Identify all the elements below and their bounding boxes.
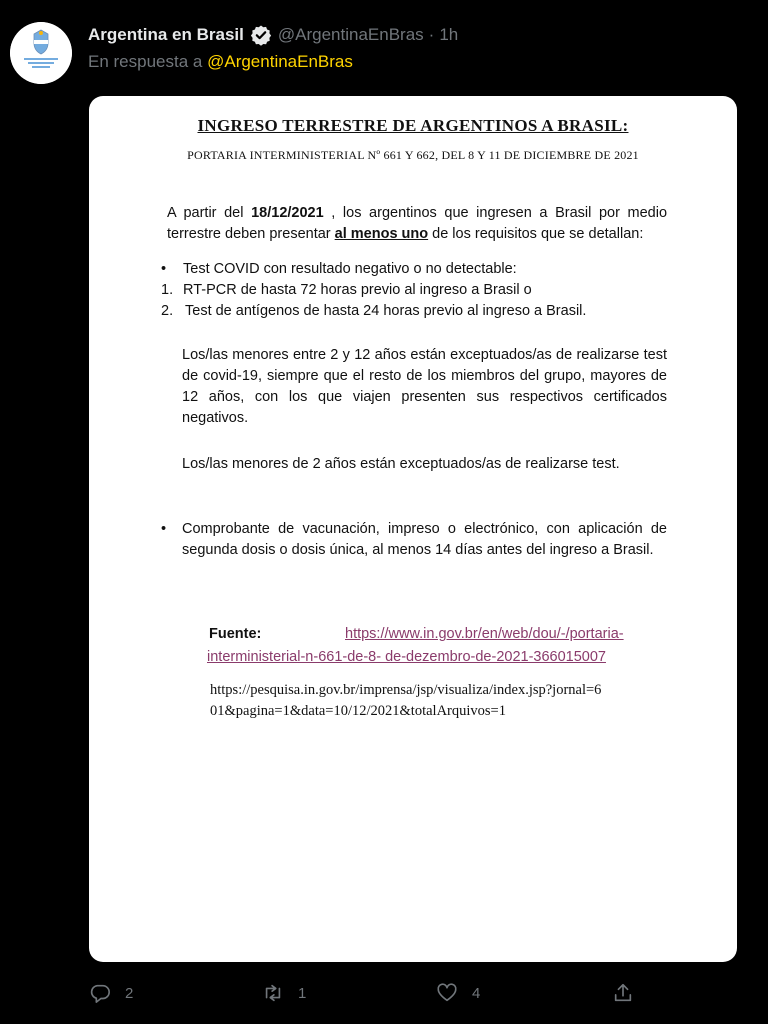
reply-context: [88, 52, 353, 72]
intro-line-1: [167, 203, 667, 224]
source-label: Fuente:: [209, 626, 262, 642]
like-icon: [436, 982, 458, 1004]
attached-image[interactable]: [89, 96, 737, 962]
verified-badge-icon: [250, 24, 272, 46]
intro-emphasis: al menos uno: [334, 226, 429, 242]
intro-line-2: [167, 224, 667, 245]
intro-part-3: terrestre deben presentar: [167, 226, 335, 242]
intro-paragraph: [167, 203, 667, 245]
covid-requirement: Test COVID con resultado negativo o no detectable:: [183, 261, 517, 277]
bullet: •: [161, 261, 167, 277]
intro-part-4: de los requisitos que se detallan:: [428, 226, 644, 242]
intro-part-2: , los argentinos que ingresen a Brasil por medio: [323, 205, 668, 221]
source-link-line-1: https://www.in.gov.br/en/web/dou/-/portaria-: [345, 626, 624, 642]
source-link-2: https://pesquisa.in.gov.br/imprensa/jsp/visualiza/index.jsp?jornal=6 01&pagina=1&data=10/12/2021&totalArquivos=1: [210, 682, 602, 719]
reply-mention-link[interactable]: @ArgentinaEnBras: [207, 52, 353, 71]
list-number: 1.: [161, 282, 174, 298]
document-subtitle: PORTARIA INTERMINISTERIAL Nº 661 Y 662, DEL 8 Y 11 DE DICIEMBRE DE 2021: [187, 148, 639, 162]
handle[interactable]: @ArgentinaEnBras: [277, 25, 424, 44]
retweet-count: 1: [298, 984, 307, 1002]
reply-prefix: En respuesta a: [88, 52, 203, 71]
retweet-icon: [262, 982, 284, 1004]
antigen-requirement: Test de antígenos de hasta 24 horas previo al ingreso a Brasil.: [185, 303, 587, 319]
reply-button[interactable]: [89, 982, 133, 1004]
like-button[interactable]: [436, 982, 480, 1004]
avatar[interactable]: [10, 22, 72, 84]
tweet-header: [88, 22, 458, 48]
document-title: INGRESO TERRESTRE DE ARGENTINOS A BRASIL:: [197, 116, 629, 135]
timestamp[interactable]: 1h: [439, 25, 459, 44]
display-name[interactable]: Argentina en Brasil: [88, 25, 244, 44]
separator: ·: [428, 25, 435, 44]
intro-part-1: A partir del: [167, 205, 252, 221]
minors-note: Los/las menores entre 2 y 12 años están exceptuados/as de realizarse test de covid-19, siempre que el resto de los miembros del grupo, mayores de 12 años, con los que viajen presenten sus respectivos certificados negativos.: [182, 347, 667, 426]
share-icon: [612, 982, 634, 1004]
vaccine-requirement: Comprobante de vacunación, impreso o electrónico, con aplicación de segunda dosis o dosis única, al menos 14 días antes del ingreso a Brasil.: [182, 521, 667, 558]
retweet-button[interactable]: [262, 982, 306, 1004]
reply-icon: [89, 982, 111, 1004]
reply-count: 2: [125, 984, 134, 1002]
effective-date: 18/12/2021: [251, 205, 324, 221]
source-link-line-2: interministerial-n-661-de-8- de-dezembro-de-2021-366015007: [207, 649, 606, 665]
embassy-logo-icon: [10, 22, 72, 84]
tweet-actions: [0, 980, 768, 1008]
like-count: 4: [472, 984, 481, 1002]
infants-note: Los/las menores de 2 años están exceptuados/as de realizarse test.: [182, 456, 620, 472]
share-button[interactable]: [612, 982, 634, 1004]
bullet: •: [161, 521, 167, 537]
list-number: 2.: [161, 303, 174, 319]
rtpcr-requirement: RT-PCR de hasta 72 horas previo al ingreso a Brasil o: [183, 282, 532, 298]
